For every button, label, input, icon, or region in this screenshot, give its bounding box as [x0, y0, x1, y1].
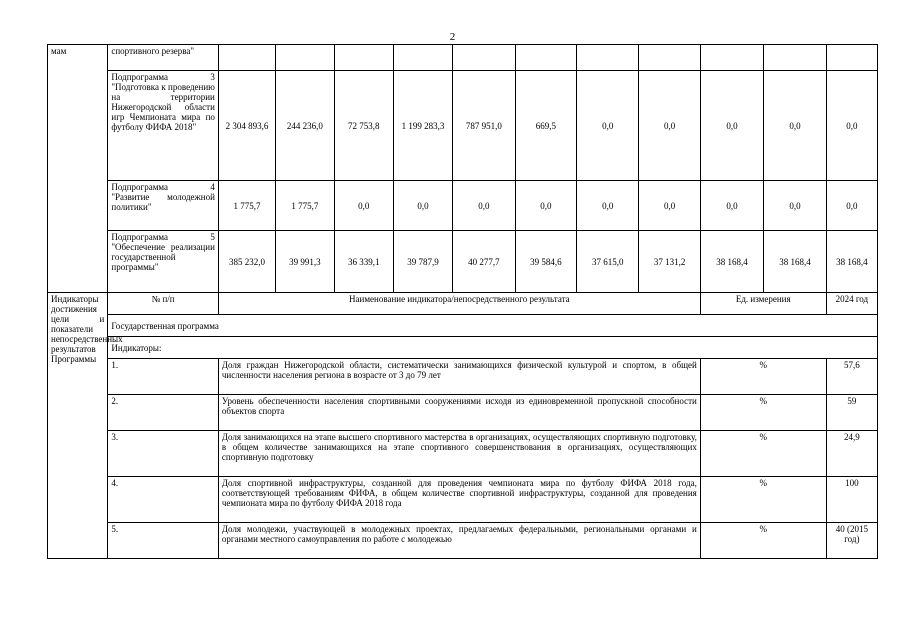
cell: 72 753,8 [334, 71, 393, 181]
cell: 0,0 [764, 71, 826, 181]
indicator-num: 3. [108, 431, 219, 477]
cell: 0,0 [764, 181, 826, 231]
subprogram-label: Подпрограмма 3 "Подготовка к проведению на территории Нижегородской области игр Чемпионата мира по футболу ФИФА 2018" [108, 71, 219, 181]
indicator-row [48, 477, 878, 523]
cell [218, 45, 275, 71]
indicator-value: 59 [826, 395, 877, 431]
cell: 1 199 283,3 [393, 71, 452, 181]
cell: 37 131,2 [639, 231, 700, 293]
cell: 0,0 [577, 71, 639, 181]
cell: 0,0 [393, 181, 452, 231]
indicator-unit: % [700, 477, 826, 523]
subprogram-label: Подпрограмма 4 "Развитие молодежной политики" [108, 181, 219, 231]
cell [334, 45, 393, 71]
indicator-value: 24,9 [826, 431, 877, 477]
cell [577, 45, 639, 71]
header-num: № п/п [108, 293, 219, 315]
indicator-row [48, 431, 878, 477]
subprogram-label: Подпрограмма 5 "Обеспечение реализации государственной программы" [108, 231, 219, 293]
indicator-unit: % [700, 431, 826, 477]
cell: 37 615,0 [577, 231, 639, 293]
cell: 38 168,4 [764, 231, 826, 293]
cell: 0,0 [700, 181, 763, 231]
subprogram-row [48, 71, 878, 181]
left-col-indicators: Индикаторы достижения цели и показатели непосредственных результатов Программы [48, 293, 108, 559]
cell: 0,0 [826, 71, 877, 181]
cell [639, 45, 700, 71]
indicator-name: Уровень обеспеченности населения спортивными сооружениями исходя из единовременной пропускной способности объектов спорта [218, 395, 700, 431]
cell: 0,0 [515, 181, 576, 231]
cell: 36 339,1 [334, 231, 393, 293]
cell: 385 232,0 [218, 231, 275, 293]
section-program: Государственная программа [108, 315, 878, 337]
indicator-value: 40 (2015 год) [826, 523, 877, 559]
header-year: 2024 год [826, 293, 877, 315]
cell: 787 951,0 [453, 71, 515, 181]
cell: 0,0 [826, 181, 877, 231]
indicator-row [48, 523, 878, 559]
indicator-name: Доля граждан Нижегородской области, систематически занимающихся физической культурой и спортом, в общей численности населения региона в возрасте от 3 до 79 лет [218, 359, 700, 395]
header-unit: Ед. измерения [700, 293, 826, 315]
indicator-row [48, 359, 878, 395]
cell: 0,0 [334, 181, 393, 231]
cell: 244 236,0 [276, 71, 334, 181]
cell: 39 991,3 [276, 231, 334, 293]
cell: 1 775,7 [218, 181, 275, 231]
indicator-name: Доля молодежи, участвующей в молодежных проектах, предлагаемых федеральными, региональными органами и органами местного самоуправления по работе с молодежью [218, 523, 700, 559]
cell [393, 45, 452, 71]
cell: 2 304 893,6 [218, 71, 275, 181]
indicator-unit: % [700, 359, 826, 395]
cell: 0,0 [639, 181, 700, 231]
cell: 39 787,9 [393, 231, 452, 293]
indicator-unit: % [700, 395, 826, 431]
subprogram-row [48, 181, 878, 231]
subprogram-row [48, 231, 878, 293]
indicator-row [48, 395, 878, 431]
indicator-num: 5. [108, 523, 219, 559]
indicator-num: 1. [108, 359, 219, 395]
section-row [48, 315, 878, 337]
cell: 38 168,4 [826, 231, 877, 293]
cell: 669,5 [515, 71, 576, 181]
cell: 40 277,7 [453, 231, 515, 293]
left-col-top: мам [48, 45, 108, 293]
indicator-name: Доля спортивной инфраструктуры, созданной для проведения чемпионата мира по футболу ФИФА 2018 года, соответствующей требованиям ФИФА, в общем количестве спортивной инфраструктуры, созданной для проведения чемпионата мира по футболу ФИФА 2018 года [218, 477, 700, 523]
indicator-name: Доля занимающихся на этапе высшего спортивного мастерства в организациях, осуществляющих спортивную подготовку, в общем количестве занимающихся на этапе спортивного совершенствования в организациях, осуществляющих спортивную подготовку [218, 431, 700, 477]
cell [515, 45, 576, 71]
indicator-value: 57,6 [826, 359, 877, 395]
cell: 0,0 [577, 181, 639, 231]
program-table [47, 44, 878, 559]
cell: 0,0 [700, 71, 763, 181]
cell [453, 45, 515, 71]
indicator-num: 2. [108, 395, 219, 431]
cell: 0,0 [453, 181, 515, 231]
subprogram-row [48, 45, 878, 71]
cell [826, 45, 877, 71]
cell: 0,0 [639, 71, 700, 181]
section-indicators: Индикаторы: [108, 337, 878, 359]
indicator-num: 4. [108, 477, 219, 523]
cell [700, 45, 763, 71]
cell: 38 168,4 [700, 231, 763, 293]
section-row [48, 337, 878, 359]
indicator-value: 100 [826, 477, 877, 523]
header-name: Наименование индикатора/непосредственного результата [218, 293, 700, 315]
indicator-unit: % [700, 523, 826, 559]
cell: 39 584,6 [515, 231, 576, 293]
subprogram-label: спортивного резерва" [108, 45, 219, 71]
page-number: 2 [449, 31, 456, 43]
cell [276, 45, 334, 71]
indicator-header-row [48, 293, 878, 315]
cell: 1 775,7 [276, 181, 334, 231]
cell [764, 45, 826, 71]
